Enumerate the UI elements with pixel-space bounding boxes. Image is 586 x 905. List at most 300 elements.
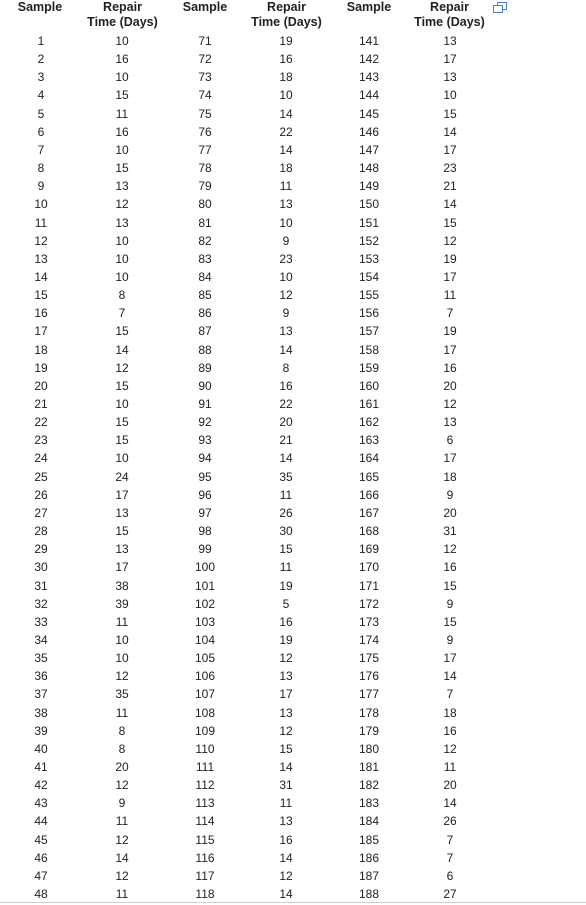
repair-time-cell: 20 bbox=[279, 415, 293, 430]
sample-cell: 43 bbox=[34, 796, 48, 811]
repair-time-cell: 16 bbox=[279, 832, 293, 847]
sample-cell: 113 bbox=[195, 796, 215, 811]
sample-cell: 148 bbox=[358, 161, 380, 176]
repair-time-cell: 24 bbox=[115, 469, 129, 484]
repair-time-cell: 21 bbox=[279, 433, 293, 448]
sample-cell: 176 bbox=[358, 669, 380, 684]
repair-time-cell: 21 bbox=[443, 179, 457, 194]
sample-cell: 102 bbox=[194, 596, 216, 611]
repair-time-cell: 9 bbox=[446, 596, 454, 611]
sample-cell: 21 bbox=[34, 397, 48, 411]
sample-cell: 152 bbox=[358, 233, 380, 248]
repair-time-cell: 12 bbox=[279, 723, 293, 738]
sample-cell: 110 bbox=[195, 741, 215, 756]
sample-cell: 182 bbox=[358, 778, 380, 793]
header-repair-time-3-line2: Time (Days) bbox=[414, 15, 485, 29]
repair-time-cell: 18 bbox=[279, 70, 293, 85]
sample-cell: 41 bbox=[34, 760, 48, 774]
repair-time-cell: 12 bbox=[115, 868, 129, 883]
sample-cell: 20 bbox=[34, 378, 48, 393]
repair-time-cell: 15 bbox=[115, 161, 129, 176]
repair-time-cell: 14 bbox=[279, 887, 293, 902]
repair-time-cell: 9 bbox=[118, 796, 126, 811]
sample-cell: 78 bbox=[198, 161, 212, 176]
sample-cell: 183 bbox=[358, 796, 380, 811]
sample-cell: 88 bbox=[198, 342, 212, 357]
repair-time-cell: 16 bbox=[279, 614, 293, 629]
repair-time-cell: 13 bbox=[115, 179, 129, 194]
repair-time-cell: 15 bbox=[115, 433, 129, 448]
sample-cell: 2 bbox=[37, 52, 45, 67]
sample-cell: 147 bbox=[358, 142, 380, 157]
sample-cell: 73 bbox=[198, 70, 212, 85]
repair-time-cell: 17 bbox=[443, 269, 457, 284]
sample-cell: 116 bbox=[195, 850, 215, 865]
sample-cell: 13 bbox=[34, 251, 48, 266]
sample-cell: 26 bbox=[34, 487, 48, 502]
repair-time-cell: 11 bbox=[115, 106, 129, 121]
sample-cell: 19 bbox=[34, 360, 48, 375]
repair-time-cell: 10 bbox=[115, 451, 129, 466]
repair-time-cell: 11 bbox=[115, 814, 129, 829]
repair-time-cell: 10 bbox=[279, 215, 293, 230]
repair-time-cell: 18 bbox=[443, 705, 457, 720]
repair-time-cell: 14 bbox=[279, 760, 293, 774]
repair-time-cell: 6 bbox=[446, 433, 454, 448]
repair-time-cell: 15 bbox=[115, 378, 129, 393]
sample-cell: 39 bbox=[34, 723, 48, 738]
sample-cell: 76 bbox=[198, 124, 212, 139]
sample-cell: 8 bbox=[37, 161, 45, 176]
repair-time-cell: 35 bbox=[279, 469, 293, 484]
repair-time-cell: 13 bbox=[443, 34, 457, 48]
sample-cell: 82 bbox=[198, 233, 212, 248]
sample-cell: 91 bbox=[198, 397, 212, 411]
repair-time-cell: 15 bbox=[443, 614, 457, 629]
repair-time-cell: 26 bbox=[443, 814, 457, 829]
sample-cell: 80 bbox=[198, 197, 212, 212]
repair-time-cell: 22 bbox=[279, 124, 293, 139]
sample-cell: 14 bbox=[34, 269, 48, 284]
sample-cell: 74 bbox=[198, 88, 212, 103]
sample-cell: 45 bbox=[34, 832, 48, 847]
sample-cell: 90 bbox=[198, 378, 212, 393]
header-repair-time-1 bbox=[80, 0, 165, 30]
sample-cell: 17 bbox=[34, 324, 48, 339]
sample-cell: 18 bbox=[34, 342, 48, 357]
repair-time-cell: 10 bbox=[115, 269, 129, 284]
sample-cell: 27 bbox=[34, 505, 48, 520]
header-repair-time-2-line1: Repair bbox=[267, 0, 306, 14]
repair-time-cell: 10 bbox=[115, 632, 129, 647]
repair-time-cell: 12 bbox=[115, 832, 129, 847]
repair-time-cell: 14 bbox=[115, 342, 129, 357]
sample-cell: 173 bbox=[358, 614, 380, 629]
repair-time-cell: 16 bbox=[115, 52, 129, 67]
sample-cell: 172 bbox=[358, 596, 380, 611]
sample-cell: 117 bbox=[195, 868, 215, 883]
repair-time-cell: 12 bbox=[443, 397, 457, 411]
sample-cell: 107 bbox=[194, 687, 216, 702]
repair-time-cell: 18 bbox=[279, 161, 293, 176]
repair-time-cell: 10 bbox=[279, 88, 293, 103]
repair-time-cell: 17 bbox=[443, 142, 457, 157]
repair-time-cell: 20 bbox=[443, 378, 457, 393]
repair-time-cell: 39 bbox=[115, 596, 129, 611]
repair-time-cell: 7 bbox=[446, 687, 454, 702]
repair-time-cell: 26 bbox=[279, 505, 293, 520]
sample-cell: 34 bbox=[34, 632, 48, 647]
repair-time-cell: 11 bbox=[115, 887, 129, 902]
sample-cell: 167 bbox=[358, 505, 380, 520]
repair-time-cell: 15 bbox=[443, 578, 457, 593]
sample-cell: 33 bbox=[34, 614, 48, 629]
repair-time-cell: 20 bbox=[443, 505, 457, 520]
sample-cell: 95 bbox=[198, 469, 212, 484]
repair-time-cell: 7 bbox=[446, 832, 454, 847]
repair-time-cell: 16 bbox=[443, 360, 457, 375]
sample-cell: 159 bbox=[358, 360, 380, 375]
sample-cell: 145 bbox=[358, 106, 380, 121]
sample-cell: 174 bbox=[358, 632, 380, 647]
sample-cell: 83 bbox=[198, 251, 212, 266]
sample-cell: 6 bbox=[37, 124, 45, 139]
sample-cell: 37 bbox=[34, 687, 48, 702]
sample-cell: 11 bbox=[34, 215, 48, 230]
repair-time-cell: 13 bbox=[115, 505, 129, 520]
repair-time-cell: 11 bbox=[443, 760, 457, 774]
repair-time-cell: 11 bbox=[115, 705, 129, 720]
repair-time-cell: 31 bbox=[279, 778, 293, 793]
repair-time-cell: 15 bbox=[279, 542, 293, 557]
repair-time-cell: 30 bbox=[279, 524, 293, 539]
repair-time-cell: 22 bbox=[279, 397, 293, 411]
header-repair-time-2 bbox=[244, 0, 329, 30]
sample-cell: 46 bbox=[34, 850, 48, 865]
repair-time-cell: 13 bbox=[279, 705, 293, 720]
repair-time-cell: 10 bbox=[115, 651, 129, 666]
repair-time-cell: 12 bbox=[443, 542, 457, 557]
sample-cell: 169 bbox=[358, 542, 380, 557]
repair-time-cell: 10 bbox=[115, 251, 129, 266]
header-sample-1: Sample bbox=[17, 0, 63, 14]
repair-time-cell: 19 bbox=[279, 578, 293, 593]
sample-cell: 40 bbox=[34, 741, 48, 756]
repair-time-cell: 6 bbox=[446, 868, 454, 883]
header-repair-time-1-line2: Time (Days) bbox=[87, 15, 158, 29]
repair-time-cell: 14 bbox=[279, 850, 293, 865]
sample-cell: 188 bbox=[358, 887, 380, 902]
repair-time-cell: 7 bbox=[446, 850, 454, 865]
sample-cell: 92 bbox=[198, 415, 212, 430]
repair-time-cell: 15 bbox=[115, 88, 129, 103]
header-repair-time-2-line2: Time (Days) bbox=[251, 15, 322, 29]
sample-cell: 75 bbox=[198, 106, 212, 121]
sample-cell: 3 bbox=[37, 70, 45, 85]
header-repair-time-3 bbox=[407, 0, 492, 30]
repair-time-cell: 14 bbox=[443, 796, 457, 811]
sample-cell: 97 bbox=[198, 505, 212, 520]
sample-cell: 12 bbox=[34, 233, 48, 248]
repair-time-cell: 14 bbox=[279, 106, 293, 121]
sample-cell: 146 bbox=[358, 124, 380, 139]
sample-cell: 158 bbox=[358, 342, 380, 357]
sample-cell: 179 bbox=[358, 723, 380, 738]
repair-time-cell: 19 bbox=[443, 324, 457, 339]
repair-time-cell: 19 bbox=[279, 34, 293, 48]
sample-cell: 1 bbox=[37, 34, 45, 48]
repair-time-cell: 16 bbox=[279, 52, 293, 67]
repair-time-cell: 7 bbox=[446, 306, 454, 321]
sample-cell: 42 bbox=[34, 778, 48, 793]
sample-cell: 118 bbox=[195, 887, 215, 902]
header-repair-time-1-line1: Repair bbox=[103, 0, 142, 14]
repair-time-cell: 9 bbox=[282, 233, 290, 248]
repair-time-cell: 14 bbox=[279, 142, 293, 157]
sample-cell: 109 bbox=[194, 723, 216, 738]
sample-cell: 144 bbox=[358, 88, 380, 103]
repair-time-cell: 12 bbox=[115, 669, 129, 684]
sample-cell: 114 bbox=[195, 814, 215, 829]
sample-cell: 16 bbox=[34, 306, 48, 321]
sample-cell: 115 bbox=[195, 832, 215, 847]
repair-time-cell: 12 bbox=[115, 360, 129, 375]
sample-cell: 175 bbox=[358, 651, 380, 666]
repair-time-cell: 15 bbox=[115, 324, 129, 339]
sample-cell: 101 bbox=[194, 578, 216, 593]
repair-time-cell: 10 bbox=[443, 88, 457, 103]
sample-cell: 164 bbox=[358, 451, 380, 466]
sample-cell: 72 bbox=[198, 52, 212, 67]
repair-time-cell: 13 bbox=[279, 324, 293, 339]
repair-time-cell: 12 bbox=[115, 778, 129, 793]
repair-time-cell: 14 bbox=[279, 342, 293, 357]
sample-cell: 165 bbox=[358, 469, 380, 484]
sample-cell: 22 bbox=[34, 415, 48, 430]
repair-time-cell: 19 bbox=[443, 251, 457, 266]
repair-time-cell: 9 bbox=[446, 487, 454, 502]
repair-time-cell: 12 bbox=[115, 197, 129, 212]
bottom-divider bbox=[0, 902, 586, 903]
sample-cell: 25 bbox=[34, 469, 48, 484]
repair-time-cell: 9 bbox=[282, 306, 290, 321]
repair-time-cell: 15 bbox=[115, 415, 129, 430]
sample-cell: 162 bbox=[358, 415, 380, 430]
repair-time-cell: 8 bbox=[118, 723, 126, 738]
sample-cell: 24 bbox=[34, 451, 48, 466]
repair-time-cell: 12 bbox=[443, 233, 457, 248]
sample-cell: 103 bbox=[194, 614, 216, 629]
sample-cell: 28 bbox=[34, 524, 48, 539]
sample-cell: 4 bbox=[37, 88, 45, 103]
repair-time-cell: 13 bbox=[115, 215, 129, 230]
sample-cell: 29 bbox=[34, 542, 48, 557]
sample-cell: 178 bbox=[358, 705, 380, 720]
sample-cell: 86 bbox=[198, 306, 212, 321]
repair-time-cell: 13 bbox=[279, 669, 293, 684]
sample-cell: 151 bbox=[358, 215, 380, 230]
repair-time-cell: 13 bbox=[279, 197, 293, 212]
repair-time-cell: 10 bbox=[115, 142, 129, 157]
repair-time-cell: 11 bbox=[115, 614, 129, 629]
repair-time-cell: 20 bbox=[443, 778, 457, 793]
sample-cell: 23 bbox=[34, 433, 48, 448]
sample-cell: 44 bbox=[34, 814, 48, 829]
sample-cell: 48 bbox=[34, 887, 48, 902]
sample-cell: 77 bbox=[198, 142, 212, 157]
sample-cell: 100 bbox=[194, 560, 216, 575]
sample-cell: 81 bbox=[198, 215, 212, 230]
sample-cell: 15 bbox=[34, 288, 48, 303]
repair-time-cell: 13 bbox=[443, 70, 457, 85]
sample-cell: 98 bbox=[198, 524, 212, 539]
sample-cell: 153 bbox=[358, 251, 380, 266]
sample-cell: 181 bbox=[358, 760, 380, 774]
sample-cell: 161 bbox=[358, 397, 380, 411]
repair-time-cell: 13 bbox=[279, 814, 293, 829]
repair-time-cell: 17 bbox=[443, 52, 457, 67]
header-repair-time-3-line1: Repair bbox=[430, 0, 469, 14]
sample-cell: 36 bbox=[34, 669, 48, 684]
sample-cell: 163 bbox=[358, 433, 380, 448]
header-sample-3: Sample bbox=[346, 0, 392, 14]
sample-cell: 150 bbox=[358, 197, 380, 212]
sample-cell: 93 bbox=[198, 433, 212, 448]
repair-time-cell: 8 bbox=[118, 288, 126, 303]
sample-cell: 142 bbox=[358, 52, 380, 67]
repair-time-cell: 15 bbox=[279, 741, 293, 756]
repair-time-cell: 12 bbox=[279, 288, 293, 303]
sample-cell: 9 bbox=[37, 179, 45, 194]
repair-time-cell: 16 bbox=[279, 378, 293, 393]
repair-time-cell: 14 bbox=[443, 124, 457, 139]
repair-time-cell: 15 bbox=[443, 215, 457, 230]
sample-cell: 149 bbox=[358, 179, 380, 194]
repair-time-cell: 14 bbox=[279, 451, 293, 466]
repair-time-cell: 15 bbox=[443, 106, 457, 121]
sample-cell: 30 bbox=[34, 560, 48, 575]
repair-time-cell: 17 bbox=[115, 560, 129, 575]
sample-cell: 185 bbox=[358, 832, 380, 847]
repair-time-cell: 19 bbox=[279, 632, 293, 647]
repair-time-cell: 38 bbox=[115, 578, 129, 593]
sample-cell: 143 bbox=[358, 70, 380, 85]
repair-time-cell: 23 bbox=[443, 161, 457, 176]
repair-time-cell: 23 bbox=[279, 251, 293, 266]
sample-cell: 155 bbox=[358, 288, 380, 303]
repair-time-cell: 14 bbox=[443, 669, 457, 684]
repair-time-cell: 17 bbox=[443, 651, 457, 666]
sample-cell: 180 bbox=[358, 741, 380, 756]
sample-cell: 141 bbox=[358, 34, 380, 48]
repair-time-cell: 35 bbox=[115, 687, 129, 702]
repair-time-cell: 13 bbox=[443, 415, 457, 430]
sample-cell: 32 bbox=[34, 596, 48, 611]
popout-icon[interactable] bbox=[493, 2, 507, 14]
sample-cell: 184 bbox=[358, 814, 380, 829]
repair-time-cell: 15 bbox=[115, 524, 129, 539]
sample-cell: 38 bbox=[34, 705, 48, 720]
repair-time-cell: 18 bbox=[443, 469, 457, 484]
repair-time-cell: 11 bbox=[279, 179, 293, 194]
repair-time-cell: 17 bbox=[443, 451, 457, 466]
sample-cell: 186 bbox=[358, 850, 380, 865]
repair-time-cell: 14 bbox=[115, 850, 129, 865]
repair-time-cell: 10 bbox=[115, 34, 129, 48]
sample-cell: 111 bbox=[195, 760, 215, 774]
sample-cell: 160 bbox=[358, 378, 380, 393]
sample-cell: 10 bbox=[34, 197, 48, 212]
repair-time-cell: 12 bbox=[279, 868, 293, 883]
repair-time-cell: 16 bbox=[443, 560, 457, 575]
header-sample-2: Sample bbox=[182, 0, 228, 14]
sample-cell: 87 bbox=[198, 324, 212, 339]
sample-cell: 94 bbox=[198, 451, 212, 466]
sample-cell: 156 bbox=[358, 306, 380, 321]
sample-cell: 35 bbox=[34, 651, 48, 666]
sample-cell: 89 bbox=[198, 360, 212, 375]
sample-cell: 108 bbox=[194, 705, 216, 720]
sample-cell: 84 bbox=[198, 269, 212, 284]
sample-cell: 104 bbox=[194, 632, 216, 647]
sample-cell: 112 bbox=[195, 778, 215, 793]
repair-time-cell: 7 bbox=[118, 306, 126, 321]
sample-cell: 166 bbox=[358, 487, 380, 502]
sample-cell: 105 bbox=[194, 651, 216, 666]
sample-cell: 85 bbox=[198, 288, 212, 303]
repair-time-cell: 27 bbox=[443, 887, 457, 902]
repair-time-cell: 12 bbox=[443, 741, 457, 756]
repair-time-cell: 8 bbox=[282, 360, 290, 375]
sample-cell: 168 bbox=[358, 524, 380, 539]
sample-cell: 47 bbox=[34, 868, 48, 883]
repair-time-cell: 31 bbox=[443, 524, 457, 539]
repair-time-cell: 10 bbox=[115, 70, 129, 85]
repair-time-cell: 17 bbox=[279, 687, 293, 702]
repair-time-cell: 12 bbox=[279, 651, 293, 666]
repair-time-cell: 17 bbox=[115, 487, 129, 502]
repair-time-cell: 20 bbox=[115, 760, 129, 774]
sample-cell: 177 bbox=[358, 687, 380, 702]
sample-cell: 79 bbox=[198, 179, 212, 194]
sample-cell: 71 bbox=[198, 34, 212, 48]
sample-cell: 154 bbox=[358, 269, 380, 284]
repair-time-cell: 9 bbox=[446, 632, 454, 647]
repair-time-cell: 11 bbox=[279, 560, 293, 575]
sample-cell: 7 bbox=[37, 142, 45, 157]
repair-time-cell: 10 bbox=[279, 269, 293, 284]
sample-cell: 170 bbox=[358, 560, 380, 575]
repair-time-cell: 10 bbox=[115, 233, 129, 248]
repair-time-cell: 11 bbox=[279, 796, 293, 811]
sample-cell: 171 bbox=[358, 578, 380, 593]
repair-time-cell: 13 bbox=[115, 542, 129, 557]
repair-time-cell: 14 bbox=[443, 197, 457, 212]
sample-cell: 157 bbox=[358, 324, 380, 339]
sample-cell: 5 bbox=[37, 106, 45, 121]
repair-time-cell: 8 bbox=[118, 741, 126, 756]
sample-cell: 106 bbox=[194, 669, 216, 684]
repair-time-cell: 17 bbox=[443, 342, 457, 357]
repair-time-cell: 11 bbox=[279, 487, 293, 502]
sample-cell: 187 bbox=[358, 868, 380, 883]
repair-time-cell: 16 bbox=[115, 124, 129, 139]
repair-time-cell: 10 bbox=[115, 397, 129, 411]
sample-cell: 96 bbox=[198, 487, 212, 502]
repair-time-cell: 5 bbox=[282, 596, 290, 611]
sample-cell: 31 bbox=[34, 578, 48, 593]
sample-cell: 99 bbox=[198, 542, 212, 557]
